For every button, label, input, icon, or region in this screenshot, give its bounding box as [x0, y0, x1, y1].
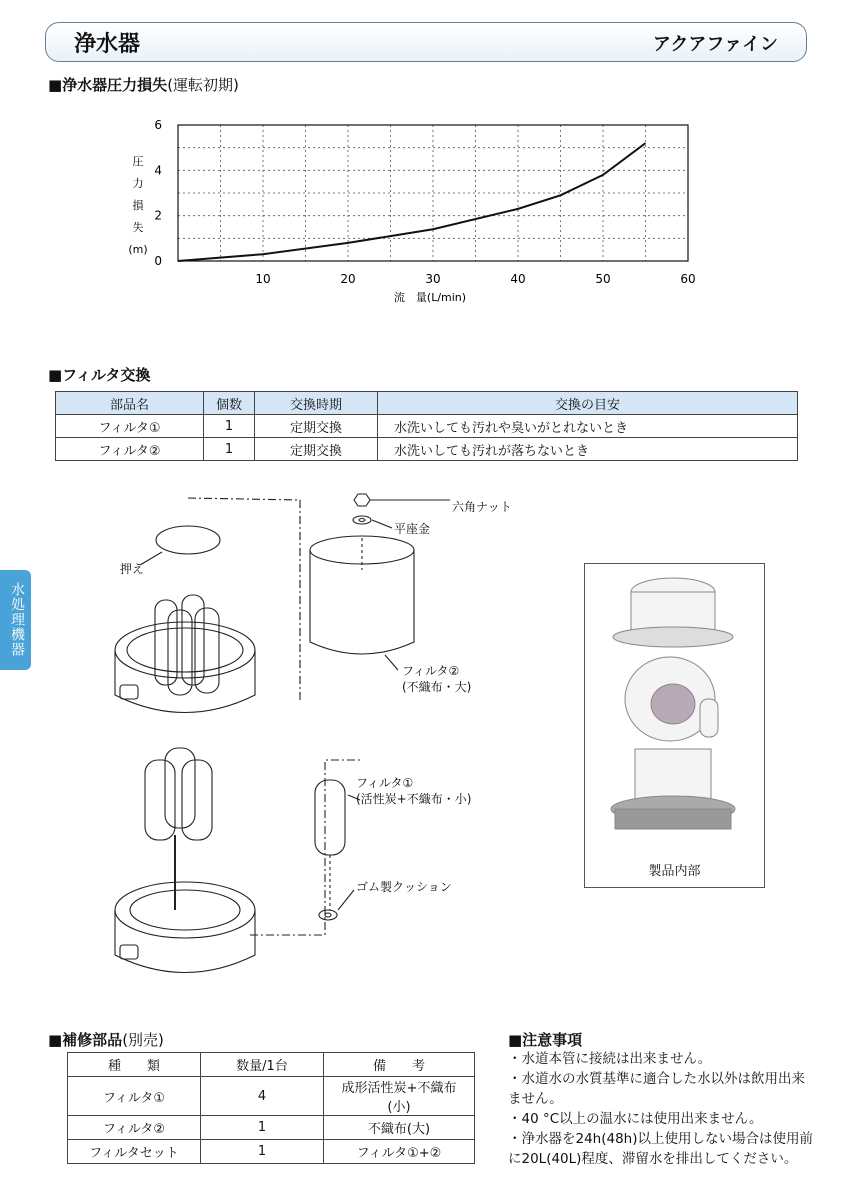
table-header: 部品名	[56, 392, 204, 415]
x-tick-label: 60	[680, 272, 696, 286]
table-cell: フィルタ①	[56, 415, 204, 438]
x-tick-label: 40	[510, 272, 526, 286]
table-header-row	[56, 392, 798, 415]
table-row	[68, 1116, 475, 1140]
table-cell: 1	[201, 1116, 324, 1140]
y-axis-label-char: 力	[132, 177, 144, 190]
page-header	[45, 22, 807, 62]
pressure-heading-sub: (運転初期)	[167, 76, 239, 94]
product-name: アクアファイン	[652, 34, 778, 55]
table-header-row	[68, 1053, 475, 1077]
table-cell: 不織布(大)	[324, 1116, 475, 1140]
table-cell: 4	[201, 1077, 324, 1116]
flat-washer	[353, 516, 371, 524]
table-row	[68, 1077, 475, 1116]
table-cell: フィルタ①+②	[324, 1140, 475, 1164]
page-title: 浄水器	[74, 32, 141, 57]
label-cushion: ゴム製クッション	[356, 880, 452, 894]
product-photo-box	[584, 563, 765, 888]
table-cell: 水洗いしても汚れや臭いがとれないとき	[378, 415, 798, 438]
table-header: 数量/1台	[201, 1053, 324, 1077]
table-cell: 1	[204, 438, 255, 461]
caution-heading: ■注意事項	[508, 1031, 583, 1049]
press-disc	[156, 526, 220, 554]
label-flat-washer: 平座金	[394, 522, 431, 536]
table-cell: 1	[201, 1140, 324, 1164]
y-tick-label: 4	[154, 163, 162, 178]
table-cell: 定期交換	[255, 438, 378, 461]
table-header: 種 類	[68, 1053, 201, 1077]
x-tick-label: 50	[595, 272, 611, 286]
label-hex-nut: 六角ナット	[452, 500, 512, 514]
caution-item: ・水道水の水質基準に適合した水以外は飲用出来ません。	[508, 1071, 805, 1107]
table-row	[56, 415, 798, 438]
inlet-port	[120, 685, 138, 699]
small-filter	[315, 780, 345, 855]
table-header: 備 考	[324, 1053, 475, 1077]
label-filter1-desc: (活性炭+不織布・小)	[356, 792, 472, 806]
x-tick-label: 20	[340, 272, 356, 286]
table-row	[56, 438, 798, 461]
filter-exchange-table	[55, 391, 798, 461]
caution-item: ・浄水器を24h(48h)以上使用しない場合は使用前に20L(40L)程度、滞留水を排出してください。	[508, 1131, 814, 1167]
table-cell: フィルタ②	[68, 1116, 201, 1140]
repair-heading-sub: (別売)	[122, 1031, 164, 1049]
label-press: 押え	[120, 562, 145, 576]
pressure-heading	[48, 74, 239, 95]
caution-item: ・水道本管に接続は出来ません。	[508, 1051, 712, 1067]
repair-heading	[48, 1029, 164, 1050]
x-tick-label: 30	[425, 272, 441, 286]
repair-heading-main: ■補修部品	[48, 1031, 123, 1049]
filter-cartridge	[145, 760, 175, 840]
caution-item: ・40 °C以上の温水には使用出来ません。	[508, 1111, 763, 1127]
exploded-diagram	[100, 490, 520, 990]
product-photo	[585, 564, 764, 854]
label-filter1: フィルタ①	[356, 776, 414, 790]
large-filter-body	[310, 550, 414, 654]
y-tick-label: 0	[154, 254, 162, 268]
y-tick-label: 2	[154, 208, 162, 223]
pressure-curve	[178, 143, 646, 261]
table-cell: フィルタ②	[56, 438, 204, 461]
pressure-chart	[120, 115, 720, 310]
x-tick-label: 10	[255, 272, 271, 286]
filter-cartridge	[165, 748, 195, 828]
side-category-label: 水処理機器	[9, 582, 25, 657]
hex-nut	[354, 494, 370, 506]
x-axis-label: 流 量(L/min)	[393, 291, 467, 304]
filter-cartridge	[182, 760, 212, 840]
y-axis-label-char: 損	[132, 199, 144, 212]
table-cell: フィルタ①	[68, 1077, 201, 1116]
pressure-heading-main: ■浄水器圧力損失	[48, 76, 168, 94]
table-cell: 1	[204, 415, 255, 438]
table-cell: 成形活性炭+不織布(小)	[324, 1077, 475, 1116]
table-row	[68, 1140, 475, 1164]
table-header: 交換の目安	[378, 392, 798, 415]
filter-exchange-heading: ■フィルタ交換	[48, 366, 151, 384]
photo-caption: 製品内部	[648, 864, 701, 879]
side-category-tab	[0, 570, 31, 670]
housing-ring	[115, 622, 255, 678]
table-header: 交換時期	[255, 392, 378, 415]
table-header: 個数	[204, 392, 255, 415]
rubber-cushion	[319, 910, 337, 920]
repair-parts-table	[67, 1052, 475, 1164]
caution-list	[508, 1049, 813, 1169]
y-axis-label-char: (m)	[128, 243, 148, 256]
y-axis-label-char: 失	[132, 221, 144, 234]
table-cell: 定期交換	[255, 415, 378, 438]
label-filter2-desc: (不織布・大)	[402, 680, 472, 694]
label-filter2: フィルタ②	[402, 664, 460, 678]
table-cell: フィルタセット	[68, 1140, 201, 1164]
y-axis-label-char: 圧	[132, 155, 144, 168]
y-tick-label: 6	[154, 118, 162, 132]
table-cell: 水洗いしても汚れが落ちないとき	[378, 438, 798, 461]
